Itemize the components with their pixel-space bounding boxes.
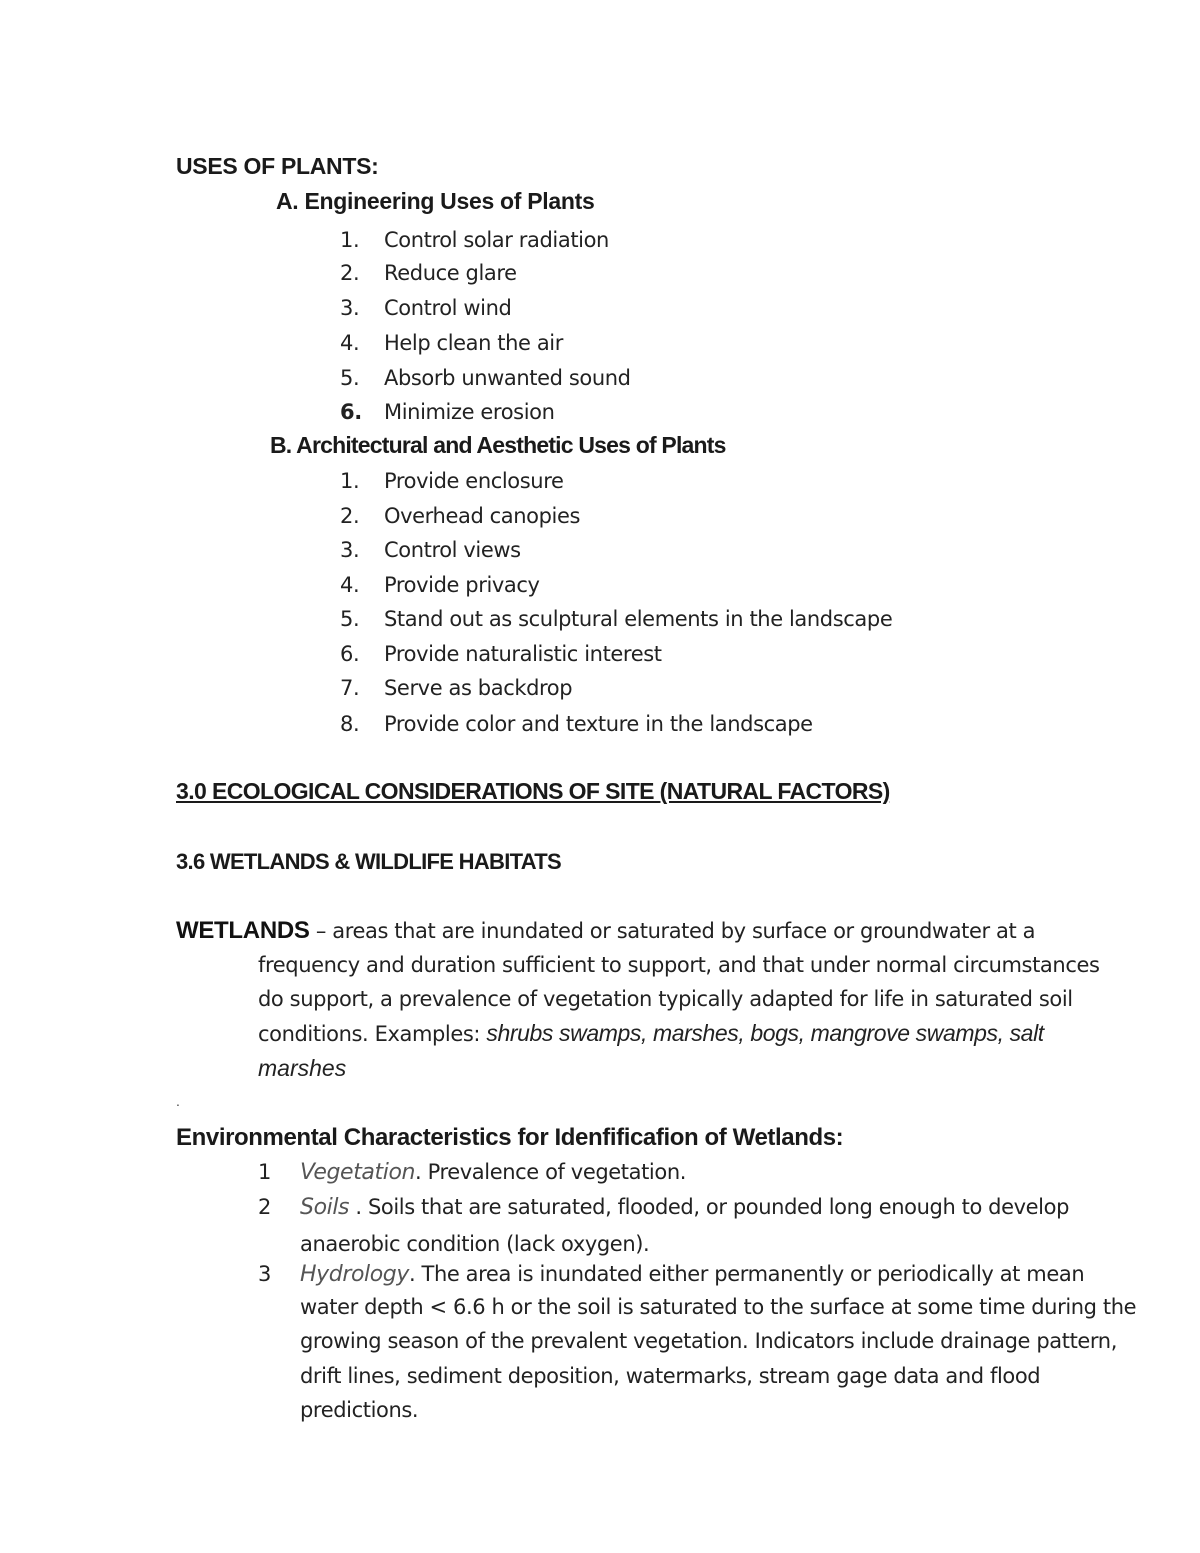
- item-number: 2.: [340, 504, 360, 528]
- item-text: Help clean the air: [384, 331, 563, 355]
- item-number: 4.: [340, 331, 360, 355]
- item-text: Serve as backdrop: [384, 676, 573, 700]
- list-item: [340, 504, 580, 528]
- list-item: [340, 607, 892, 631]
- environmental-heading: Environmental Characteristics for Idenfificafion of Wetlands:: [176, 1124, 844, 1151]
- item-number: 3.: [340, 538, 360, 562]
- item-number: 8.: [340, 712, 360, 736]
- item-number: 6.: [340, 400, 362, 424]
- item-text: . Prevalence of vegetation.: [415, 1160, 687, 1184]
- definition-dash: –: [309, 919, 333, 943]
- examples-prefix: conditions. Examples:: [258, 1022, 487, 1046]
- list-item: [258, 1160, 686, 1185]
- list-item: [340, 469, 564, 493]
- list-item: [340, 538, 521, 562]
- item-text: . Soils that are saturated, flooded, or pounded long enough to develop: [349, 1195, 1069, 1219]
- list-item: [340, 296, 511, 320]
- item-number: 2: [258, 1195, 271, 1219]
- wetlands-definition-line4: [258, 1020, 1044, 1047]
- list-item: [340, 228, 609, 252]
- wetlands-term: WETLANDS: [176, 917, 310, 944]
- item-text: Reduce glare: [384, 261, 517, 285]
- definition-text: areas that are inundated or saturated by surface or groundwater at a: [332, 919, 1036, 943]
- list-item: [340, 331, 563, 355]
- item-continuation: predictions.: [300, 1398, 419, 1422]
- list-item: [340, 400, 554, 424]
- list-item: [258, 1262, 1084, 1287]
- item-term: Soils: [300, 1195, 350, 1220]
- item-text: . The area is inundated either permanently or periodically at mean: [409, 1262, 1085, 1286]
- item-number: 3: [258, 1262, 271, 1286]
- item-continuation: growing season of the prevalent vegetation. Indicators include drainage pattern,: [300, 1329, 1117, 1353]
- examples-list: shrubs swamps, marshes, bogs, mangrove swamps, salt: [486, 1020, 1044, 1046]
- item-text: Control views: [384, 538, 521, 562]
- item-number: 6.: [340, 642, 360, 666]
- stray-mark: .: [176, 1093, 180, 1109]
- item-text: Provide naturalistic interest: [384, 642, 662, 666]
- item-number: 2.: [340, 261, 360, 285]
- item-number: 1.: [340, 228, 360, 252]
- item-number: 1: [258, 1160, 271, 1184]
- list-item: [340, 676, 572, 700]
- item-text: Absorb unwanted sound: [384, 366, 631, 390]
- item-text: Provide enclosure: [384, 469, 564, 493]
- section-a-title: A. Engineering Uses of Plants: [276, 188, 595, 214]
- item-text: Minimize erosion: [384, 400, 555, 424]
- item-number: 1.: [340, 469, 360, 493]
- item-number: 5.: [340, 366, 360, 390]
- item-number: 7.: [340, 676, 360, 700]
- section-b-title: B. Architectural and Aesthetic Uses of Plants: [270, 432, 726, 458]
- list-item: [340, 642, 662, 666]
- uses-title: USES OF PLANTS:: [176, 153, 379, 179]
- item-continuation: anaerobic condition (lack oxygen).: [300, 1232, 650, 1256]
- item-text: Provide color and texture in the landscape: [384, 712, 813, 736]
- item-text: Provide privacy: [384, 573, 540, 597]
- wetlands-definition-line1: [176, 917, 1035, 945]
- wetlands-definition-line3: do support, a prevalence of vegetation typically adapted for life in saturated soil: [258, 987, 1073, 1011]
- item-number: 3.: [340, 296, 360, 320]
- item-text: Control solar radiation: [384, 228, 609, 252]
- list-item: [340, 573, 540, 597]
- item-text: Control wind: [384, 296, 512, 320]
- item-term: Vegetation: [300, 1160, 416, 1185]
- list-item: [258, 1195, 1069, 1220]
- wetlands-definition-line5: marshes: [258, 1055, 347, 1081]
- list-item: [340, 712, 813, 736]
- list-item: [340, 366, 631, 390]
- wetlands-section-heading: 3.6 WETLANDS & WILDLIFE HABITATS: [176, 849, 561, 874]
- item-number: 4.: [340, 573, 360, 597]
- wetlands-definition-line2: frequency and duration sufficient to support, and that under normal circumstances: [258, 953, 1100, 977]
- item-text: Overhead canopies: [384, 504, 581, 528]
- item-continuation: water depth < 6.6 h or the soil is saturated to the surface at some time during the: [300, 1295, 1137, 1319]
- item-continuation: drift lines, sediment deposition, watermarks, stream gage data and flood: [300, 1364, 1041, 1388]
- ecological-heading: 3.0 ECOLOGICAL CONSIDERATIONS OF SITE (NATURAL FACTORS): [176, 778, 890, 804]
- list-item: [340, 261, 517, 285]
- item-text: Stand out as sculptural elements in the landscape: [384, 607, 893, 631]
- item-term: Hydrology: [300, 1262, 409, 1287]
- item-number: 5.: [340, 607, 360, 631]
